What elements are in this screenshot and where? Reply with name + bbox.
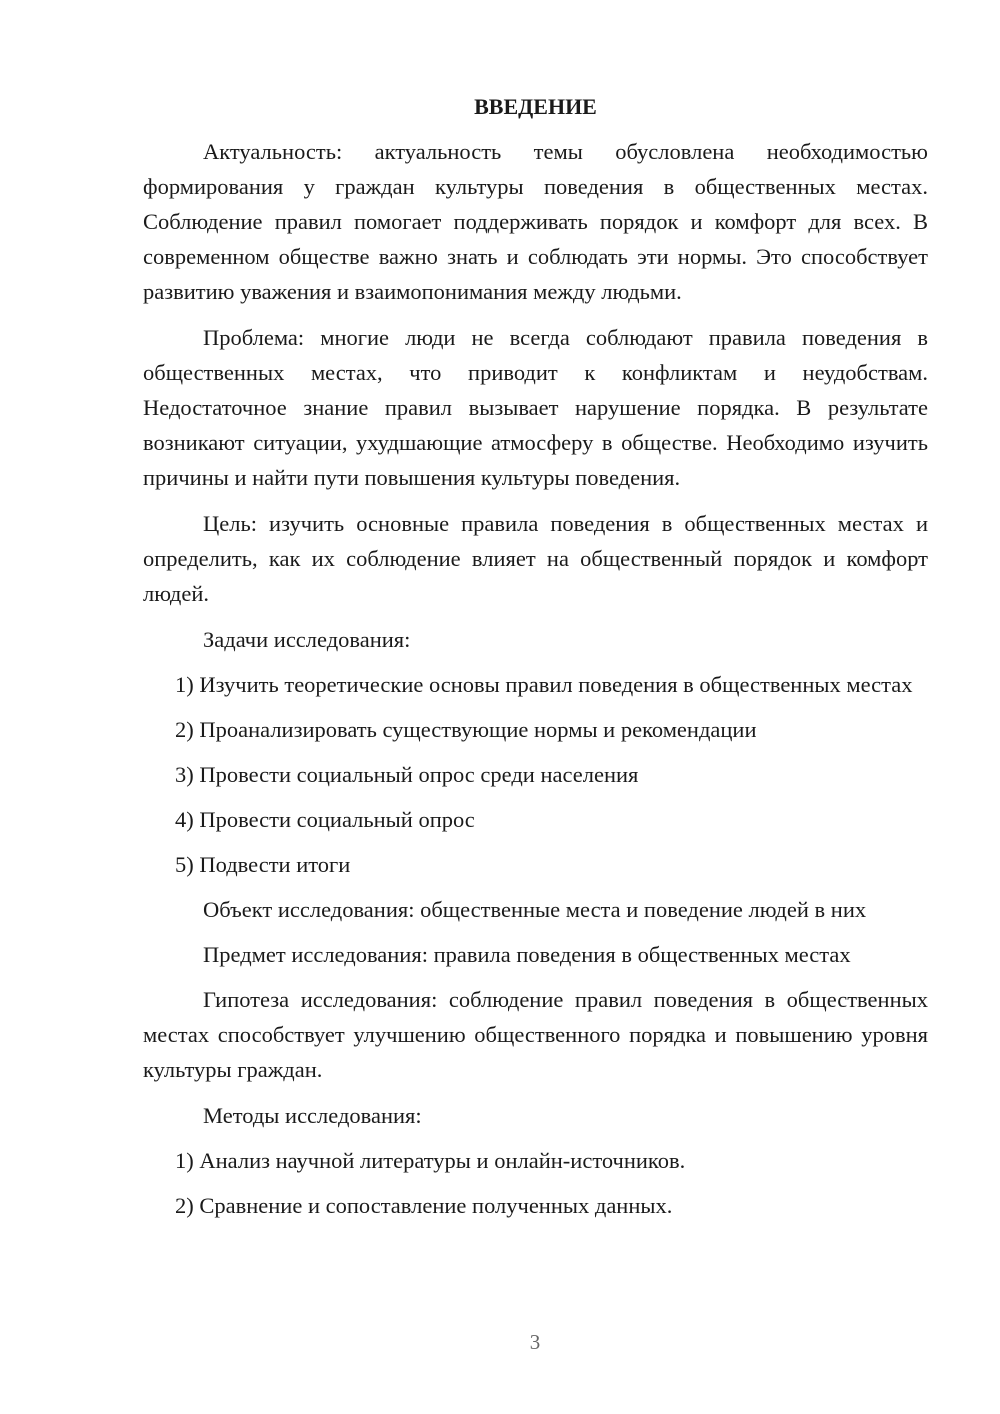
task-item: 3) Провести социальный опрос среди населения — [175, 762, 639, 787]
task-item: 5) Подвести итоги — [175, 852, 351, 877]
relevance-paragraph: Актуальность: актуальность темы обусловлена необходимостью формирования у граждан культуры поведения в общественных местах. Соблюдение правил помогает поддерживать порядок и комфорт для всех. В современном обществе важно знать и соблюдать эти нормы. Это способствует развитию уважения и взаимопонимания между людьми. — [143, 139, 928, 304]
page-title: ВВЕДЕНИЕ — [474, 94, 597, 119]
method-item: 2) Сравнение и сопоставление полученных данных. — [175, 1193, 673, 1218]
object-line: Объект исследования: общественные места и поведение людей в них — [203, 897, 867, 922]
method-item: 1) Анализ научной литературы и онлайн-источников. — [175, 1148, 686, 1173]
goal-paragraph: Цель: изучить основные правила поведения в общественных местах и определить, как их соблюдение влияет на общественный порядок и комфорт людей. — [143, 511, 928, 606]
page-content — [143, 90, 928, 1233]
tasks-heading: Задачи исследования: — [203, 627, 411, 652]
task-item: 4) Провести социальный опрос — [175, 807, 475, 832]
task-item: 1) Изучить теоретические основы правил поведения в общественных местах — [175, 672, 913, 697]
problem-paragraph: Проблема: многие люди не всегда соблюдают правила поведения в общественных местах, что приводит к конфликтам и неудобствам. Недостаточное знание правил вызывает нарушение порядка. В результате возникают ситуации, ухудшающие атмосферу в обществе. Необходимо изучить причины и найти пути повышения культуры поведения. — [143, 325, 928, 490]
hypothesis-paragraph: Гипотеза исследования: соблюдение правил поведения в общественных местах способствует улучшению общественного порядка и повышению уровня культуры граждан. — [143, 987, 928, 1082]
methods-heading: Методы исследования: — [203, 1103, 422, 1128]
task-item: 2) Проанализировать существующие нормы и рекомендации — [175, 717, 757, 742]
page-number: 3 — [529, 1330, 541, 1354]
subject-line: Предмет исследования: правила поведения в общественных местах — [203, 942, 851, 967]
